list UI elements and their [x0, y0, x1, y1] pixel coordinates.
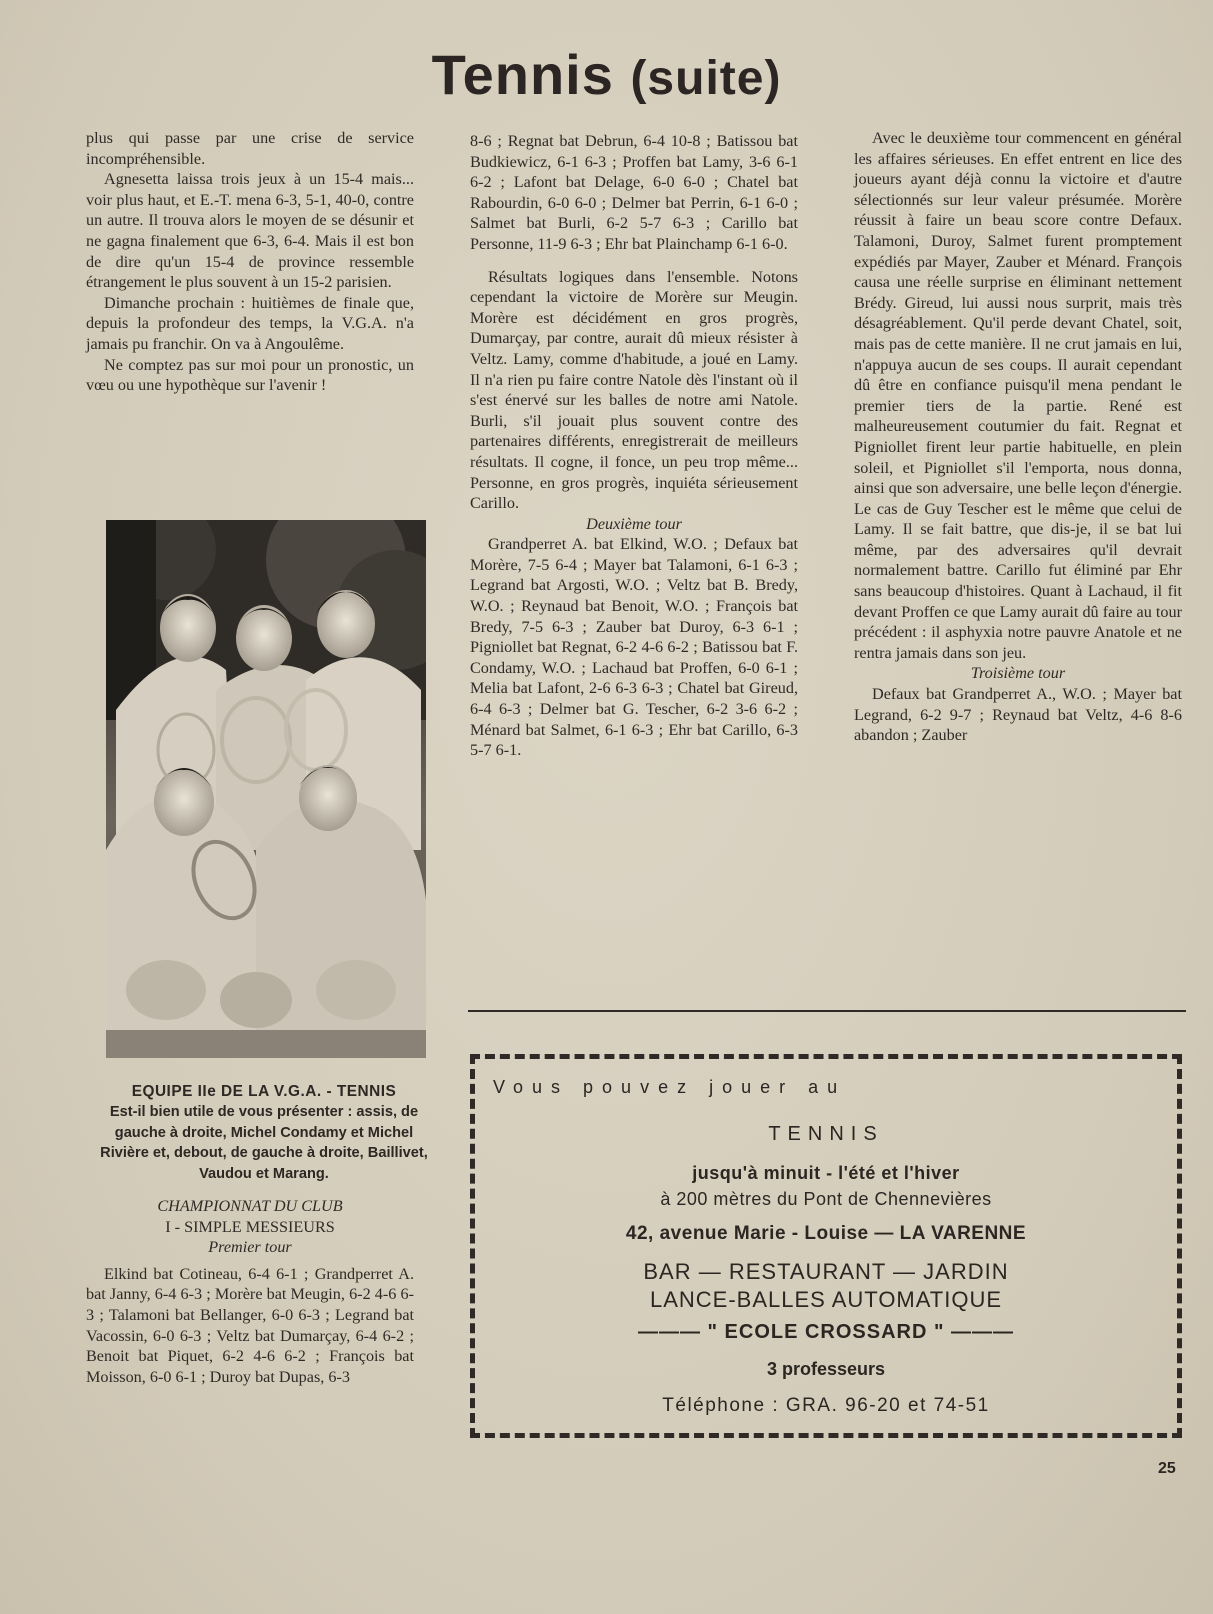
paragraph: Dimanche prochain : huitièmes de finale que, depuis la profondeur des temps, la V.G.A. n'a jamais pu franchir. On va à Angoulême. — [86, 293, 414, 353]
title-main: Tennis — [431, 43, 614, 106]
round1-heading: Premier tour — [208, 1238, 292, 1257]
paragraph: Résultats logiques dans l'ensemble. Notons cependant la victoire de Morère sur Meugin. Morère est décidément en gros progrès, Dumarçay, par contre, aurait dû mieux résister à Veltz. Lamy, comme d'habitude, a joué en Lamy. Il n'a rien pu faire contre Natole dès l'instant où il s'est énervé sur les balles de notre ami Natole. Burli, s'il jouait plus souvent contre des partenaires différents, enregistrerait de meilleurs résultats. Il cogne, il fonce, un peu trop même... Personne, en gros progrès, inquiéta sérieusement Carillo. — [470, 267, 798, 513]
advertisement-box — [470, 1054, 1182, 1438]
ad-line-address: 42, avenue Marie - Louise — LA VARENNE — [625, 1223, 1027, 1244]
ad-line-phone: Téléphone : GRA. 96-20 et 74-51 — [662, 1395, 990, 1416]
paragraph: 8-6 ; Regnat bat Debrun, 6-4 10-8 ; Batissou bat Budkiewicz, 6-1 6-3 ; Proffen bat Lamy, 3-6 6-1 6-2 ; Lafont bat Delage, 6-0 6-0 ; Chatel bat Rabourdin, 6-0 6-0 ; Delmer bat Perrin, 6-1 6-0 ; Salmet bat Burli, 6-2 5-7 6-3 ; Carillo bat Personne, 11-9 6-3 ; Ehr bat Plainchamp 6-1 6-0. — [470, 132, 798, 253]
ad-line-school: ——— " ECOLE CROSSARD " ——— — [637, 1321, 1015, 1343]
paragraph: Avec le deuxième tour commencent en général les affaires sérieuses. En effet entrent en lice des joueurs ayant déjà connu la victoire et d'autre sélectionnés sur leur valeur présumée. Morère réussit à faire un beau score contre Defaux. Talamoni, Duroy, Salmet furent promptement expédiés par Mayer, Zauber et Ménard. François causa une réelle surprise en éliminant nettement Brédy. Gireud, lui aussi nous surprit, mais très désagréablement. Qu'il perde devant Chatel, soit, mais pas de cette manière. Il ne crut jamais en lui, n'appuya aucun de ses coups. Il aurait cependant dû être en confiance puisqu'il mena pendant le premier tiers de la partie. René est malheureusement coutumier du fait. Regnat et Pigniollet firent leur partie habituelle, en plein soleil, et Pigniollet s'il l'emporta, nous donna, ainsi que son adversaire, une belle leçon d'énergie. Le cas de Guy Tescher est le même que celui de Lamy. Il se fait battre, que dis-je, il se bat lui même, par des adversaires qu'il devrait normalement battre. Carillo fut éliminé par Ehr sans beaucoup d'histoires. Quant à Lachaud, il fit devant Proffen ce que Lamy aurait dû faire au tour précédent : il asphyxia notre pauvre Anatole et ne rentra jamais dans son jeu. — [854, 129, 1182, 662]
round1-results: Elkind bat Cotineau, 6-4 6-1 ; Grandperret A. bat Janny, 6-4 6-3 ; Morère bat Meugin, 6-2 4-6 6-3 ; Talamoni bat Bellanger, 6-0 6-3 ; Legrand bat Vacossin, 6-0 6-3 ; Veltz bat Dumarçay, 6-4 6-2 ; Benoit bat Piquet, 6-2 4-6 6-2 ; François bat Moisson, 6-0 6-1 ; Duroy bat Dupas, 6-3 — [86, 1264, 414, 1386]
round3-results: Defaux bat Grandperret A., W.O. ; Mayer bat Legrand, 6-2 9-7 ; Reynaud bat Veltz, 4-6 8-6 abandon ; Zauber — [854, 685, 1182, 745]
paragraph: plus qui passe par une crise de service incompréhensible. — [86, 129, 414, 168]
ad-line-hours: jusqu'à minuit - l'été et l'hiver — [692, 1163, 960, 1183]
team-photo — [106, 520, 426, 1058]
title-suite: (suite) — [630, 52, 782, 105]
column-2 — [470, 131, 798, 761]
ad-line-teachers: 3 professeurs — [766, 1359, 886, 1379]
caption-title: EQUIPE IIe DE LA V.G.A. - TENNIS — [131, 1083, 397, 1100]
championnat-subheading: I - SIMPLE MESSIEURS — [165, 1217, 335, 1236]
paragraph: Ne comptez pas sur moi pour un pronostic, un vœu ou une hypothèque sur l'avenir ! — [86, 355, 414, 395]
ad-line-ball-machine: LANCE-BALLES AUTOMATIQUE — [649, 1287, 1003, 1312]
page-title — [0, 42, 1213, 107]
team-photo-illustration — [106, 520, 426, 1058]
round3-heading: Troisième tour — [970, 664, 1066, 683]
round2-heading: Deuxième tour — [586, 514, 682, 533]
ad-line-amenities: BAR — RESTAURANT — JARDIN — [643, 1259, 1009, 1284]
ad-line-intro: Vous pouvez jouer au — [493, 1077, 847, 1097]
caption-text: Est-il bien utile de vous présenter : assis, de gauche à droite, Michel Condamy et Michel Rivière et, debout, de gauche à droite, Baillivet, Vaudou et Marang. — [100, 1104, 428, 1182]
championnat-heading: CHAMPIONNAT DU CLUB — [157, 1197, 343, 1215]
column-3 — [854, 128, 1182, 746]
column-1 — [86, 128, 414, 396]
page-number: 25 — [1158, 1460, 1176, 1477]
photo-caption — [96, 1082, 432, 1184]
paragraph: Agnesetta laissa trois jeux à un 15-4 mais... voir plus haut, et E.-T. mena 6-3, 5-1, 40-0, contre un autre. Il trouva alors le moyen de se désunir et ne gagna finalement que 6-3, 6-4. Mais il est bon de dire qu'un 15-4 de province ressemble étrangement le plus souvent à un 15-2 parisien. — [86, 170, 414, 292]
championnat-section — [86, 1196, 414, 1387]
horizontal-rule — [468, 1010, 1186, 1012]
ad-line-location: à 200 mètres du Pont de Chennevières — [660, 1189, 992, 1209]
round2-results: Grandperret A. bat Elkind, W.O. ; Defaux bat Morère, 7-5 6-4 ; Mayer bat Talamoni, 6-1 6-3 ; Legrand bat Argosti, W.O. ; Veltz bat B. Bredy, W.O. ; Reynaud bat Benoit, W.O. ; François bat Bredy, 7-5 6-3 ; Zauber bat Duroy, 6-3 6-1 ; Pigniollet bat Regnat, 6-2 4-6 6-2 ; Batissou bat F. Condamy, W.O. ; Lachaud bat Proffen, 6-0 6-1 ; Melia bat Lafont, 2-6 6-3 6-3 ; Chatel bat Gireud, 6-4 6-3 ; Delmer bat G. Tescher, 6-2 3-6 6-2 ; Ménard bat Salmet, 6-1 6-3 ; Ehr bat Carillo, 6-3 5-7 6-1. — [470, 535, 798, 760]
ad-line-tennis: TENNIS — [768, 1123, 884, 1145]
